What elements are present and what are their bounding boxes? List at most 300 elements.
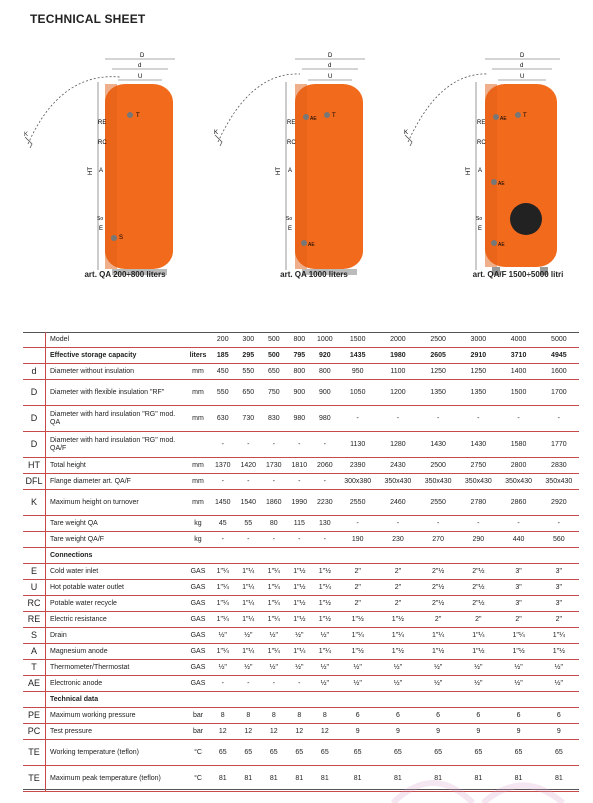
tank-caption-2: art. QA 1000 liters [280, 270, 348, 279]
row-description: Electronic anode [50, 679, 103, 687]
technical-table [23, 332, 579, 792]
row-value: 1"¼ [318, 583, 331, 591]
row-value: 2"½ [432, 583, 445, 591]
row-value [378, 548, 418, 564]
row-value: 8 [246, 711, 251, 719]
row-value: 800 [293, 367, 306, 375]
row-value: 9 [556, 727, 561, 735]
label-d: d [520, 63, 524, 69]
row-symbol: A [23, 644, 46, 660]
table-row [23, 708, 579, 724]
row-value: 3" [515, 583, 522, 591]
row-value: 1435 [349, 351, 366, 359]
table-row [23, 474, 579, 490]
row-value: 2920 [551, 498, 567, 506]
row-value: 2" [354, 599, 361, 607]
row-value: 2860 [510, 498, 527, 506]
table-row [23, 432, 579, 458]
row-unit: mm [192, 461, 204, 469]
row-value: 1"¼ [267, 599, 280, 607]
row-description: Diameter with hard insulation "RG" mod. QA [50, 411, 176, 426]
row-value: 2500 [430, 335, 446, 343]
row-value: 1280 [390, 440, 406, 448]
row-value [287, 692, 313, 708]
row-value: 1"¼ [391, 631, 405, 639]
row-value: 650 [242, 388, 255, 396]
row-value: 81 [514, 774, 523, 782]
row-value: 350x430 [424, 477, 452, 485]
row-symbol: D [23, 406, 46, 432]
row-value: 2750 [470, 461, 487, 469]
row-value: 2430 [390, 461, 406, 469]
row-value: - [247, 679, 250, 687]
row-value: 295 [242, 351, 255, 359]
row-value: - [247, 440, 250, 448]
row-symbol: D [23, 380, 46, 406]
row-value: ½" [320, 631, 329, 639]
row-value: 1"½ [472, 647, 485, 655]
row-value: 65 [269, 748, 278, 756]
row-value: 1"½ [391, 615, 405, 623]
row-value: 1420 [240, 461, 257, 469]
row-symbol: d [23, 364, 46, 380]
label-So: So [286, 216, 293, 222]
row-value: ½" [514, 679, 523, 687]
row-value: 2"½ [472, 583, 485, 591]
row-value: - [517, 519, 520, 527]
label-k: K [404, 130, 409, 136]
row-value: 55 [244, 519, 253, 527]
row-value: 1"¼ [293, 647, 306, 655]
row-value: 1"½ [293, 599, 306, 607]
row-description: Test pressure [50, 727, 93, 735]
row-value: 12 [218, 727, 227, 735]
row-description: Cold water inlet [50, 567, 99, 575]
row-value: 1100 [390, 367, 406, 375]
row-value: 65 [474, 748, 483, 756]
row-value: 2550 [349, 498, 366, 506]
row-unit: GAS [190, 647, 206, 655]
row-value: 1810 [291, 461, 308, 469]
row-value: - [298, 477, 301, 485]
row-value: 350x430 [505, 477, 532, 485]
row-value: 2" [394, 599, 402, 607]
row-value: - [298, 535, 301, 543]
row-value: 1"¼ [242, 647, 255, 655]
row-description: Tare weight QA [50, 519, 98, 527]
row-value [236, 692, 262, 708]
row-value: 81 [295, 774, 304, 782]
row-value: 2830 [551, 461, 567, 469]
table-row [23, 348, 579, 364]
row-value: 1700 [551, 388, 567, 396]
row-unit: mm [192, 498, 204, 506]
row-value: ½" [353, 679, 362, 687]
row-value: 1130 [350, 440, 366, 448]
label-d: d [138, 63, 142, 69]
row-value: 1"½ [351, 615, 364, 623]
row-value: 1"¼ [242, 583, 255, 591]
label-RC: RC [287, 140, 296, 146]
row-unit [186, 432, 210, 458]
row-value: - [323, 535, 326, 543]
label-D: D [140, 53, 145, 59]
label-T: T [332, 113, 336, 119]
row-symbol [23, 692, 46, 708]
row-value: 9 [355, 727, 360, 735]
label-AE: AE [500, 116, 507, 122]
row-value: 65 [514, 748, 523, 756]
row-value: - [517, 414, 520, 422]
row-value: ½" [244, 631, 253, 639]
row-value: 2390 [349, 461, 366, 469]
row-unit: kg [194, 519, 202, 527]
row-value: 1050 [349, 388, 366, 396]
table-row [23, 724, 579, 740]
row-value: 12 [244, 727, 253, 735]
row-value: 730 [242, 414, 255, 422]
row-value: 1"¼ [512, 631, 525, 639]
row-value: 12 [320, 727, 329, 735]
row-symbol: T [23, 660, 46, 676]
row-value: ½" [554, 679, 563, 687]
row-value: 650 [267, 367, 280, 375]
row-value: 2060 [317, 461, 333, 469]
row-value: 560 [552, 535, 565, 543]
row-value: 81 [218, 774, 227, 782]
row-value: 2" [515, 615, 522, 623]
row-value: 6 [395, 711, 400, 719]
row-value: 2" [394, 567, 402, 575]
row-description: Drain [50, 631, 67, 639]
row-symbol: RE [23, 612, 46, 628]
row-description: Electric resistance [50, 615, 107, 623]
row-symbol: HT [23, 458, 46, 474]
row-value [418, 692, 458, 708]
row-symbol: TE [23, 766, 46, 792]
row-value: 6 [556, 711, 561, 719]
row-value: 1"¼ [318, 647, 331, 655]
row-value: 980 [318, 414, 331, 422]
row-description: Connections [50, 551, 93, 559]
row-value: - [272, 679, 275, 687]
row-value [378, 692, 418, 708]
row-value: - [436, 414, 440, 422]
row-value: 9 [476, 727, 481, 735]
table-row [23, 580, 579, 596]
row-value: ½" [244, 663, 253, 671]
row-value: - [557, 519, 560, 527]
row-symbol: RC [23, 596, 46, 612]
row-value: ½" [269, 631, 278, 639]
row-description: Working temperature (teflon) [50, 748, 139, 756]
label-T: T [136, 113, 140, 119]
table-row [23, 628, 579, 644]
row-value: 2"½ [432, 599, 445, 607]
table-row [23, 548, 579, 564]
row-value: 1400 [510, 367, 527, 375]
row-unit: mm [192, 367, 204, 375]
label-AE: AE [308, 242, 315, 248]
row-value: - [221, 535, 224, 543]
row-value: ½" [295, 663, 304, 671]
row-symbol [23, 532, 46, 548]
row-value: 1"½ [432, 647, 445, 655]
row-value: 1"¼ [472, 631, 485, 639]
row-value: 1"¼ [267, 567, 280, 575]
row-unit: mm [192, 477, 204, 485]
row-value: 1"½ [293, 615, 306, 623]
row-value: 230 [392, 535, 404, 543]
row-value: 1"¼ [552, 631, 565, 639]
decorative-watermark [373, 763, 593, 803]
tank-diagram-qa-1000 [210, 52, 365, 284]
row-value: 6 [476, 711, 481, 719]
row-value: 2"½ [432, 567, 445, 575]
row-value: 1250 [430, 367, 446, 375]
row-description: Maximum working pressure [50, 711, 136, 719]
row-symbol [23, 348, 46, 364]
row-value: 1"¼ [242, 567, 255, 575]
table-row [23, 740, 579, 766]
row-value: 1860 [266, 498, 282, 506]
tank-diagram-qaf [400, 52, 555, 284]
label-S: S [119, 235, 124, 241]
row-value: 440 [512, 535, 525, 543]
row-value: 800 [293, 335, 306, 343]
row-value: 1"¼ [216, 583, 229, 591]
row-value: 1500 [349, 335, 366, 343]
row-symbol: DFL [23, 474, 46, 490]
row-value: ½" [514, 663, 523, 671]
row-value: 2" [475, 615, 482, 623]
row-value: 2780 [470, 498, 487, 506]
table-row [23, 660, 579, 676]
label-U: U [520, 74, 525, 80]
row-value: 80 [269, 519, 278, 527]
row-value: 900 [318, 388, 331, 396]
row-unit [186, 332, 210, 348]
label-AE: AE [498, 181, 505, 187]
row-value: 630 [216, 414, 229, 422]
table-row [23, 564, 579, 580]
table-row [23, 612, 579, 628]
table-row [23, 692, 579, 708]
table-row [23, 676, 579, 692]
row-value: 3" [515, 567, 522, 575]
row-description: Potable water recycle [50, 599, 117, 607]
row-value: - [477, 519, 480, 527]
row-unit [186, 548, 210, 564]
label-k: K [214, 130, 219, 136]
row-value: 350x430 [545, 477, 573, 485]
row-unit: bar [192, 727, 204, 735]
row-unit: GAS [190, 631, 206, 639]
row-value: 2" [354, 567, 361, 575]
row-value [338, 548, 378, 564]
row-value [539, 548, 579, 564]
row-unit: GAS [190, 599, 206, 607]
row-description: Model [50, 335, 70, 343]
table-row [23, 490, 579, 516]
row-value: 4945 [551, 351, 567, 359]
row-value [210, 548, 236, 564]
row-value: 900 [293, 388, 306, 396]
row-value: 2230 [317, 498, 333, 506]
row-value [261, 692, 287, 708]
row-value: 1980 [390, 351, 406, 359]
row-value: 1"¼ [242, 615, 255, 623]
row-value [338, 692, 378, 708]
row-unit: mm [192, 414, 204, 422]
row-value [498, 548, 538, 564]
row-value: 2" [354, 583, 361, 591]
table-row [23, 516, 579, 532]
row-unit: °C [194, 774, 202, 782]
row-value: 1"½ [318, 599, 331, 607]
row-value: - [298, 440, 301, 448]
row-value: 500 [267, 351, 280, 359]
row-value: 2" [434, 615, 442, 623]
row-value: 290 [472, 535, 485, 543]
label-RC: RC [98, 140, 107, 146]
table-row [23, 644, 579, 660]
row-unit: GAS [190, 663, 206, 671]
row-value: 1"½ [293, 567, 306, 575]
row-value: 65 [434, 748, 443, 756]
label-AE: AE [310, 116, 317, 122]
label-RE: RE [477, 120, 486, 126]
row-symbol [23, 332, 46, 348]
row-description: Diameter without insulation [50, 367, 135, 375]
row-value: ½" [218, 663, 227, 671]
row-value: 1430 [430, 440, 446, 448]
row-value: 65 [218, 748, 227, 756]
row-value: ½" [353, 663, 362, 671]
row-value: 9 [436, 727, 441, 735]
row-value [458, 692, 498, 708]
tank-caption-3: art. QA/F 1500÷5000 litri [472, 270, 564, 279]
row-value: 1500 [510, 388, 527, 396]
flange [510, 203, 542, 235]
row-value: 65 [320, 748, 329, 756]
row-value: 300 [242, 335, 255, 343]
row-value: ½" [320, 679, 329, 687]
row-value [287, 548, 313, 564]
row-value: 2"½ [472, 567, 485, 575]
row-unit: GAS [190, 583, 206, 591]
row-value: 550 [216, 388, 229, 396]
row-value: - [396, 519, 400, 527]
row-value: 1"¼ [432, 631, 445, 639]
row-value: 450 [216, 367, 229, 375]
row-value: - [323, 440, 326, 448]
row-value: 12 [295, 727, 304, 735]
row-description: Tare weight QA/F [50, 535, 105, 543]
row-unit: mm [192, 388, 204, 396]
row-value: 950 [351, 367, 364, 375]
row-value: 270 [432, 535, 444, 543]
label-So: So [476, 216, 483, 222]
row-value: 1350 [470, 388, 487, 396]
row-value: 1770 [551, 440, 567, 448]
row-value: 1450 [214, 498, 231, 506]
row-unit: °C [194, 748, 202, 756]
label-HT: HT [466, 167, 472, 175]
row-value: 1580 [510, 440, 527, 448]
row-value: 2"½ [472, 599, 485, 607]
row-value: ½" [433, 663, 443, 671]
row-value: 1370 [214, 461, 231, 469]
row-value: 65 [554, 748, 563, 756]
row-symbol: TE [23, 740, 46, 766]
row-value: 750 [267, 388, 280, 396]
row-value: 980 [293, 414, 306, 422]
row-value: - [298, 679, 301, 687]
row-symbol [23, 548, 46, 564]
row-value: 1540 [240, 498, 257, 506]
label-U: U [328, 74, 333, 80]
label-D: D [328, 53, 333, 59]
row-value: 1200 [390, 388, 406, 396]
row-value: - [221, 440, 224, 448]
row-value: 81 [244, 774, 253, 782]
label-T: T [523, 113, 527, 119]
row-value: 190 [351, 535, 364, 543]
row-value: 3710 [510, 351, 527, 359]
label-HT: HT [276, 167, 282, 175]
row-value: 5000 [551, 335, 567, 343]
row-value: 81 [434, 774, 443, 782]
row-value: 81 [320, 774, 329, 782]
row-value: 45 [218, 519, 227, 527]
row-value [539, 692, 579, 708]
row-value: 800 [318, 367, 331, 375]
row-value: 1"¼ [267, 615, 280, 623]
row-value: 6 [516, 711, 521, 719]
table-row [23, 406, 579, 432]
row-value: - [396, 414, 400, 422]
row-value: 1"¼ [216, 647, 229, 655]
page-title: TECHNICAL SHEET [30, 12, 146, 26]
row-value: 81 [474, 774, 483, 782]
row-value: ½" [320, 663, 329, 671]
row-value: - [323, 477, 326, 485]
row-value: - [557, 414, 560, 422]
row-value: 200 [216, 335, 229, 343]
table-row [23, 332, 579, 348]
row-value: 1"¼ [267, 583, 280, 591]
row-value: 830 [267, 414, 280, 422]
row-description: Magnesium anode [50, 647, 108, 655]
label-AE: AE [498, 242, 505, 248]
row-value: 4000 [510, 335, 527, 343]
row-value: 1"½ [391, 647, 405, 655]
row-value: 8 [297, 711, 302, 719]
row-value: 2910 [470, 351, 487, 359]
row-description: Maximum peak temperature (teflon) [50, 774, 161, 782]
row-unit: liters [189, 351, 207, 359]
row-value: 795 [293, 351, 306, 359]
table-row [23, 458, 579, 474]
label-RE: RE [98, 120, 107, 126]
row-symbol: K [23, 490, 46, 516]
row-value: 12 [269, 727, 278, 735]
row-unit: bar [192, 711, 204, 719]
label-d: d [328, 63, 332, 69]
label-RE: RE [287, 120, 296, 126]
row-unit [186, 692, 210, 708]
